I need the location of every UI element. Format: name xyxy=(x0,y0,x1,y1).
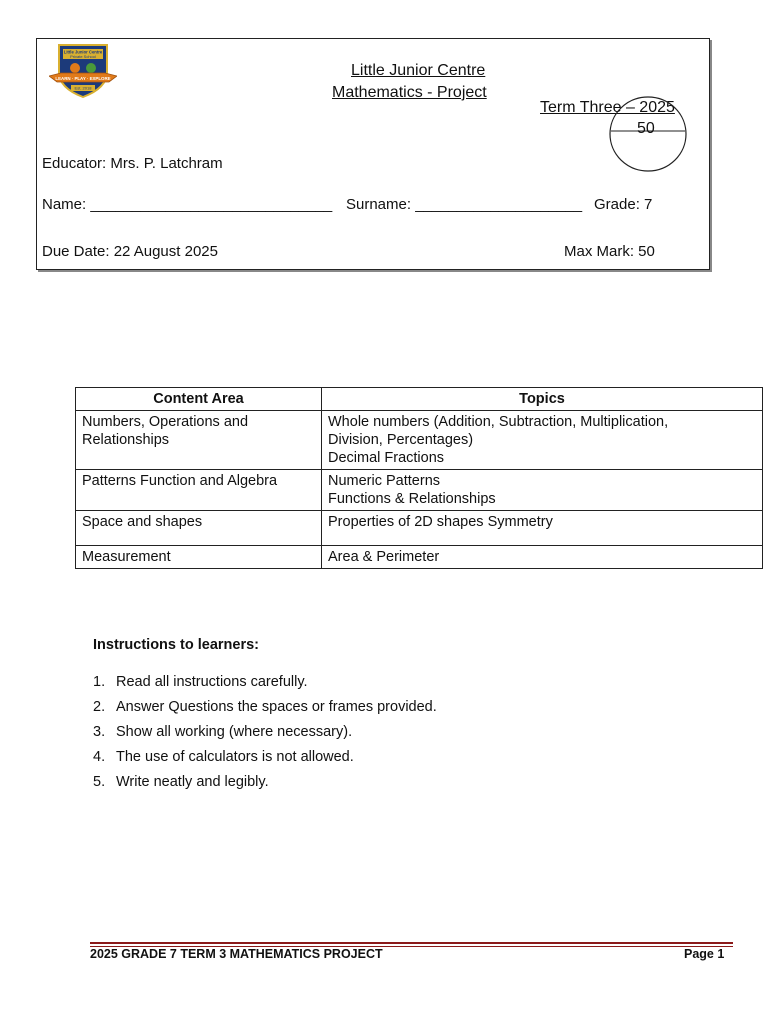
content-area-cell xyxy=(76,546,322,569)
table-row xyxy=(76,511,763,546)
svg-text:Est. 2018: Est. 2018 xyxy=(74,85,92,91)
due-date: Due Date: 22 August 2025 xyxy=(42,243,218,260)
topics-cell xyxy=(322,470,763,511)
educator-line: Educator: Mrs. P. Latchram xyxy=(42,155,223,172)
instructions-heading: Instructions to learners: xyxy=(93,637,259,653)
surname-field[interactable]: Surname: ____________________ xyxy=(346,196,583,213)
cell-line: Patterns Function and Algebra xyxy=(82,473,278,489)
topics-cell xyxy=(322,411,763,470)
cell-line: Division, Percentages) xyxy=(328,432,474,448)
cell-line: Decimal Fractions xyxy=(328,450,445,466)
svg-text:Little Junior Centre: Little Junior Centre xyxy=(63,49,103,55)
item-number: 3. xyxy=(93,724,106,740)
instructions-list xyxy=(93,674,437,799)
topics-cell xyxy=(322,511,763,546)
grade-label: Grade: 7 xyxy=(594,196,653,213)
item-number: 1. xyxy=(93,674,106,690)
cell-line: Relationships xyxy=(82,432,170,448)
topics-cell xyxy=(322,546,763,569)
school-logo xyxy=(49,42,117,100)
table-row xyxy=(76,411,763,470)
header-topics: Topics xyxy=(322,388,763,411)
cell-line: Numeric Patterns xyxy=(328,473,441,489)
cell-line: Space and shapes xyxy=(82,514,203,530)
item-number: 2. xyxy=(93,699,106,715)
table-row xyxy=(76,546,763,569)
list-item xyxy=(93,699,437,724)
cell-line: Functions & Relationships xyxy=(328,491,496,507)
header-content-area: Content Area xyxy=(76,388,322,411)
cell-line: Area & Perimeter xyxy=(328,549,440,565)
cell-line: Whole numbers (Addition, Subtraction, Multiplication, xyxy=(328,414,669,430)
page-number: Page 1 xyxy=(684,947,725,961)
subject-title: Mathematics - Project xyxy=(332,84,487,101)
item-text: Read all instructions carefully. xyxy=(116,674,308,690)
item-text: Show all working (where necessary). xyxy=(116,724,353,740)
content-area-cell xyxy=(76,470,322,511)
cell-line: Properties of 2D shapes Symmetry xyxy=(328,514,553,530)
content-area-cell xyxy=(76,511,322,546)
footer-title: 2025 GRADE 7 TERM 3 MATHEMATICS PROJECT xyxy=(90,947,383,961)
item-number: 4. xyxy=(93,749,106,765)
list-item xyxy=(93,749,437,774)
svg-text:LEARN · PLAY · EXPLORE: LEARN · PLAY · EXPLORE xyxy=(55,76,111,81)
term-label: Term Three – 2025 xyxy=(540,99,675,116)
name-field[interactable]: Name: _____________________________ xyxy=(42,196,333,213)
cell-line: Measurement xyxy=(82,549,171,565)
item-text: Write neatly and legibly. xyxy=(116,774,269,790)
item-number: 5. xyxy=(93,774,106,790)
content-area-cell xyxy=(76,411,322,470)
content-table xyxy=(75,387,763,569)
footer-rule xyxy=(90,942,733,944)
list-item xyxy=(93,674,437,699)
school-title: Little Junior Centre xyxy=(351,62,486,79)
cell-line: Numbers, Operations and xyxy=(82,414,249,430)
max-mark: Max Mark: 50 xyxy=(564,243,655,260)
svg-text:Private School: Private School xyxy=(70,54,96,59)
list-item xyxy=(93,724,437,749)
table-header-row xyxy=(76,388,763,411)
table-row xyxy=(76,470,763,511)
list-item xyxy=(93,774,437,799)
item-text: The use of calculators is not allowed. xyxy=(116,749,354,765)
mark-total: 50 xyxy=(637,120,655,137)
item-text: Answer Questions the spaces or frames provided. xyxy=(116,699,437,715)
